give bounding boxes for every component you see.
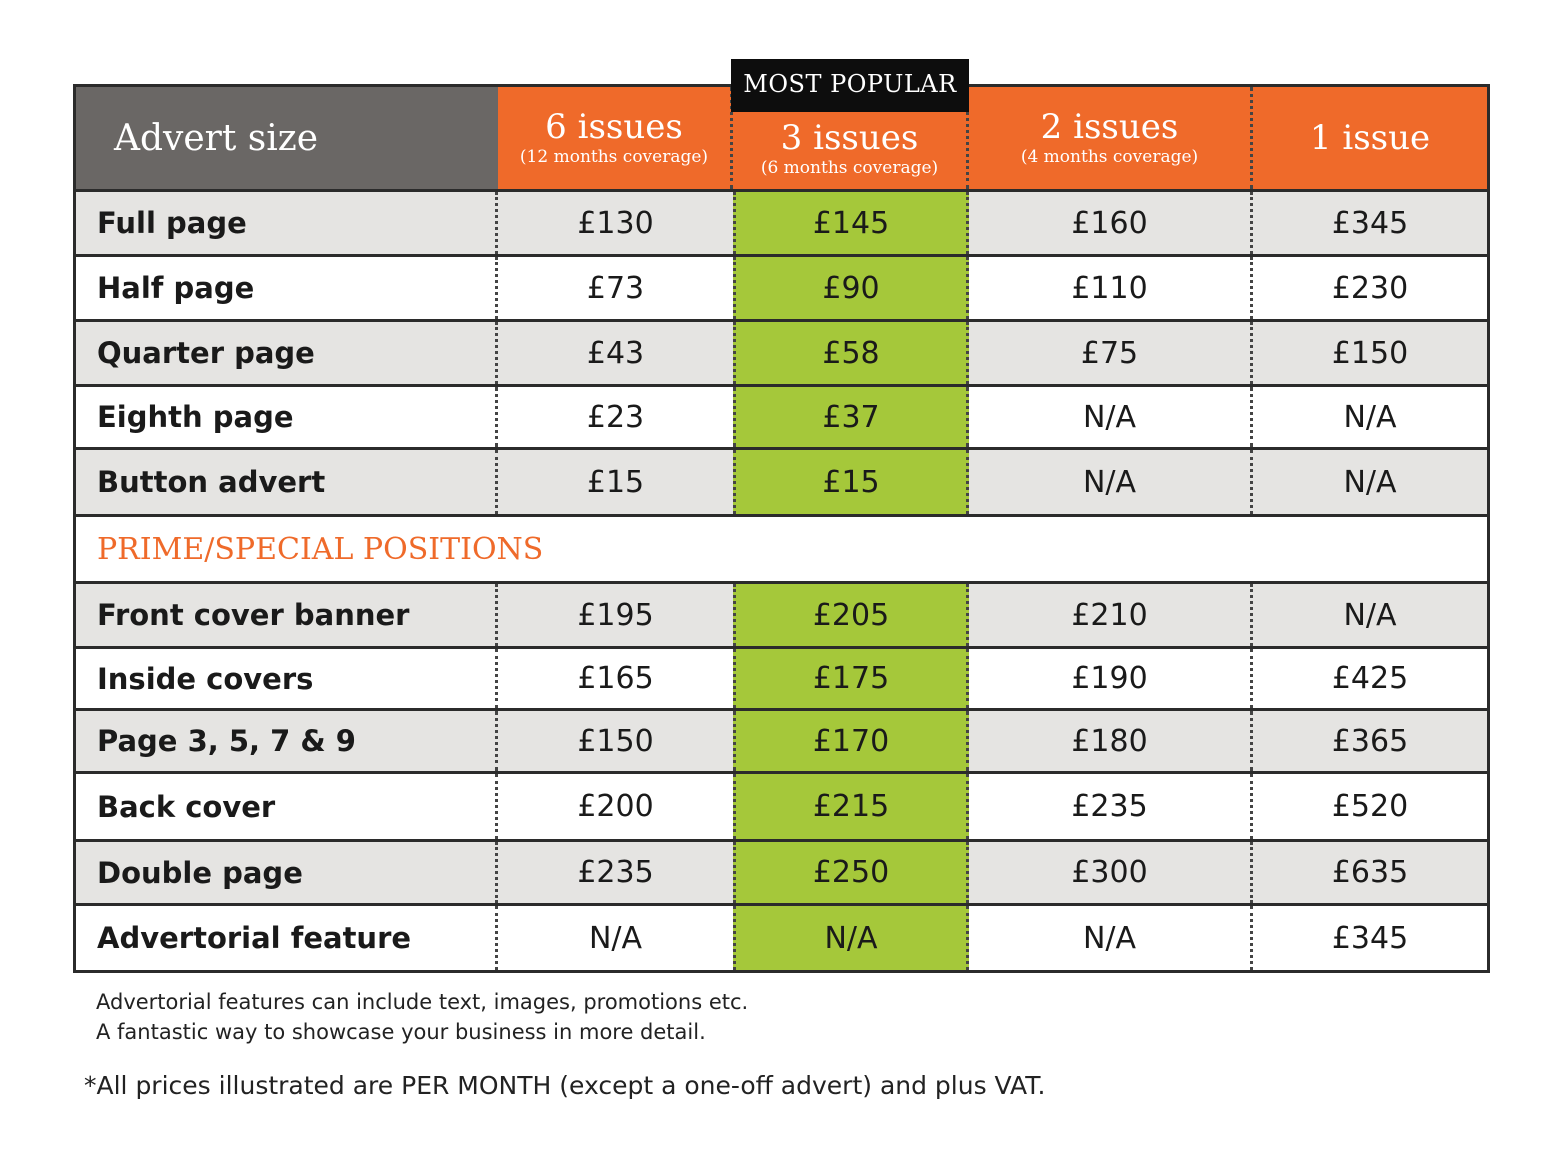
header-2-issues <box>969 87 1253 189</box>
row-label: Full page <box>76 192 498 254</box>
row-label: Inside covers <box>76 649 498 708</box>
table-row <box>76 584 1487 649</box>
price-cell: £150 <box>577 723 654 759</box>
price-cell: £145 <box>733 192 969 254</box>
header-advert-size: Advert size <box>76 87 498 189</box>
advertorial-note: Advertorial features can include text, images, promotions etc. <box>96 990 749 1014</box>
table-row <box>76 711 1487 774</box>
row-label: Advertorial feature <box>76 906 498 970</box>
price-cell: £635 <box>1331 855 1409 890</box>
most-popular-badge: MOST POPULAR <box>731 59 969 112</box>
price-cell: £150 <box>1331 335 1409 371</box>
header-subtitle: (6 months coverage) <box>760 158 939 178</box>
price-cell: N/A <box>1343 399 1397 435</box>
price-cell: £205 <box>733 584 969 646</box>
price-cell: £235 <box>577 855 654 890</box>
table-row <box>76 192 1487 257</box>
header-title: 6 issues <box>545 107 683 147</box>
price-cell: £230 <box>1331 270 1409 306</box>
row-label: Quarter page <box>76 322 498 384</box>
price-cell: £345 <box>1331 920 1409 956</box>
price-cell: £345 <box>1331 205 1409 241</box>
price-cell: £195 <box>577 597 654 633</box>
price-cell: £110 <box>969 257 1253 319</box>
price-cell: £73 <box>586 270 645 306</box>
price-cell: £365 <box>1331 723 1409 759</box>
price-cell: £300 <box>969 842 1253 903</box>
row-label: Eighth page <box>76 387 498 447</box>
price-cell: £90 <box>733 257 969 319</box>
price-cell: £130 <box>577 205 654 241</box>
row-label: Half page <box>76 257 498 319</box>
table-row <box>76 450 1487 517</box>
price-cell: N/A <box>588 920 643 956</box>
table-row <box>76 842 1487 906</box>
table-row <box>76 322 1487 387</box>
price-cell: N/A <box>733 906 969 970</box>
header-subtitle: (12 months coverage) <box>519 147 709 167</box>
price-cell: £210 <box>969 584 1253 646</box>
price-cell: £37 <box>733 387 969 447</box>
header-title: 2 issues <box>1040 107 1179 147</box>
header-6-issues <box>498 87 733 189</box>
price-cell: £58 <box>733 322 969 384</box>
row-label: Page 3, 5, 7 & 9 <box>76 711 498 771</box>
table-row <box>76 906 1487 970</box>
table-row <box>76 649 1487 711</box>
price-cell: N/A <box>1343 597 1397 633</box>
advertorial-note: A fantastic way to showcase your business in more detail. <box>96 1020 706 1044</box>
price-cell: £520 <box>1331 789 1409 824</box>
row-label: Front cover banner <box>76 584 498 646</box>
header-title: 1 issue <box>1309 118 1431 158</box>
header-title: 3 issues <box>780 118 919 158</box>
footnote: *All prices illustrated are PER MONTH (except a one-off advert) and plus VAT. <box>84 1071 1046 1100</box>
price-cell: N/A <box>969 450 1253 514</box>
row-label: Double page <box>76 842 498 903</box>
price-cell: £160 <box>969 192 1253 254</box>
price-cell: £23 <box>586 399 645 435</box>
price-cell: £170 <box>733 711 969 771</box>
header-1-issue <box>1253 87 1487 189</box>
price-cell: £200 <box>577 789 654 824</box>
pricing-table <box>73 84 1490 973</box>
price-cell: £425 <box>1331 661 1409 696</box>
header-subtitle: (4 months coverage) <box>1020 147 1199 167</box>
price-cell: £250 <box>733 842 969 903</box>
price-cell: N/A <box>1343 464 1397 500</box>
price-cell: £165 <box>577 661 654 696</box>
table-row <box>76 387 1487 450</box>
price-cell: £235 <box>969 774 1253 839</box>
price-cell: £15 <box>586 464 645 500</box>
price-cell: £180 <box>969 711 1253 771</box>
price-cell: N/A <box>969 906 1253 970</box>
price-cell: £190 <box>969 649 1253 708</box>
price-cell: £75 <box>969 322 1253 384</box>
price-cell: £215 <box>733 774 969 839</box>
table-row <box>76 257 1487 322</box>
price-cell: £15 <box>733 450 969 514</box>
section-title: PRIME/SPECIAL POSITIONS <box>76 517 1487 584</box>
price-cell: £43 <box>586 335 645 371</box>
table-row <box>76 774 1487 842</box>
price-cell: £175 <box>733 649 969 708</box>
price-cell: N/A <box>969 387 1253 447</box>
row-label: Button advert <box>76 450 498 514</box>
row-label: Back cover <box>76 774 498 839</box>
